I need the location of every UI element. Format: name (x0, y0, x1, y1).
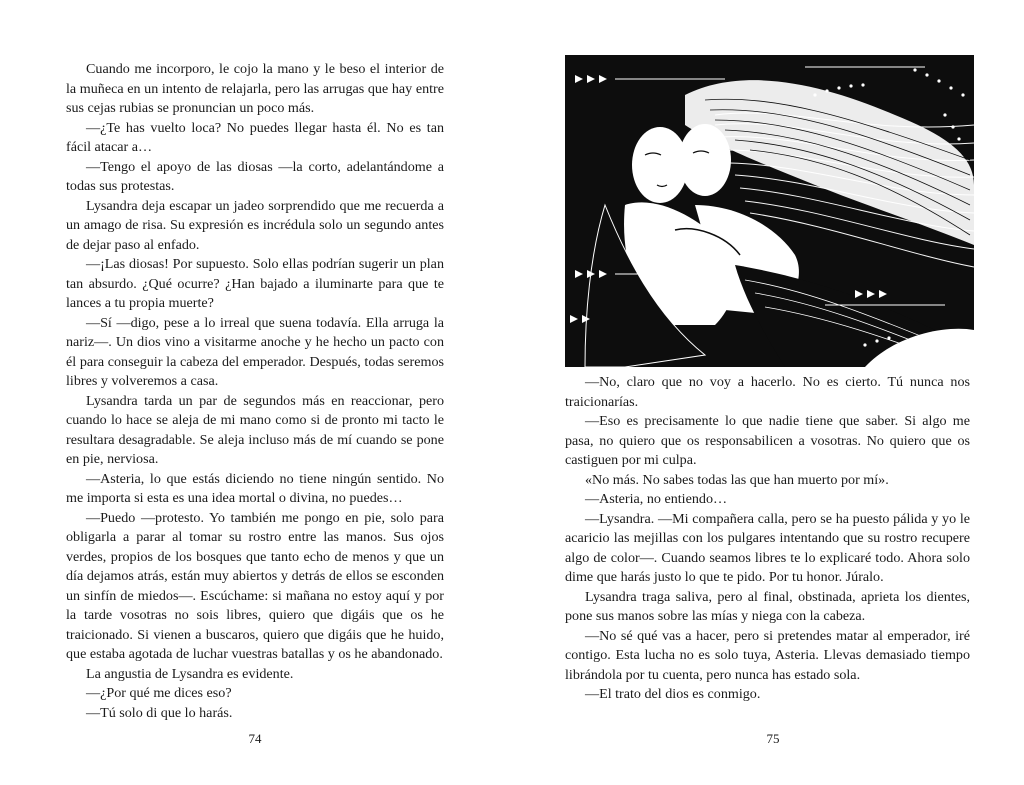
paragraph: —Tengo el apoyo de las diosas —la corto, adelantándome a todas sus protestas. (66, 158, 444, 194)
page-number: 74 (248, 731, 262, 746)
paragraph: —Puedo —protesto. Yo también me pongo en pie, solo para obligarla a parar al tomar su rostro entre las manos. Sus ojos verdes, propios de los bosques que tanto echo de menos y que un día dejamos atrás, están muy abiertos y detrás de ellos se esconden un sinfín de miedos—. Escúchame: si mañana no estoy aquí y por la tarde vosotras no sois libres, quiero que digáis que os he traicionado. Si vienen a buscaros, quiero que digáis que he huido, que estaba agotada de luchar vuestras batallas y os he abandonado. (66, 509, 444, 662)
paragraph: —¿Te has vuelto loca? No puedes llegar hasta él. No es tan fácil atacar a… (66, 119, 444, 155)
paragraph: —No, claro que no voy a hacerlo. No es cierto. Tú nunca nos traicionarías. (565, 374, 970, 410)
paragraph: Lysandra deja escapar un jadeo sorprendido que me recuerda a un amago de risa. Su expresión es incrédula solo un segundo antes de dejar paso al enfado. (66, 197, 444, 253)
paragraph: «No más. No sabes todas las que han muerto por mí». (585, 471, 889, 488)
right-page-text (565, 373, 970, 705)
paragraph: —Tú solo di que lo harás. (86, 704, 233, 721)
left-page-text (66, 60, 444, 723)
paragraph: La angustia de Lysandra es evidente. (86, 665, 294, 682)
paragraph: —Asteria, lo que estás diciendo no tiene ningún sentido. No me importa si esta es una idea mortal o divina, no puedes… (66, 470, 444, 506)
paragraph: —Asteria, no entiendo… (585, 491, 728, 507)
paragraph: —Lysandra. —Mi compañera calla, pero se ha puesto pálida y yo le acaricio las mejillas con los pulgares intentando que su rostro recupere algo de color—. Cuando seamos libres te lo explicaré todo. Ahora solo dime que harás justo lo que te pido. Por tu honor. Júralo. (565, 510, 970, 585)
paragraph: Lysandra tarda un par de segundos más en reaccionar, pero cuando lo hace se aleja de mi mano como si de pronto mi tacto le resultara desagradable. Se aleja incluso más de mí cuando se pone en pie, nerviosa. (66, 392, 444, 467)
paragraph: Lysandra traga saliva, pero al final, obstinada, aprieta los dientes, pone sus manos sobre las mías y niega con la cabeza. (565, 588, 970, 624)
paragraph: —Sí —digo, pese a lo irreal que suena todavía. Ella arruga la nariz—. Un dios vino a visitarme anoche y he hecho un pacto con él para conseguir la cabeza del emperador. Después, todas seremos libres y volveremos a casa. (66, 314, 444, 389)
paragraph: Cuando me incorporo, le cojo la mano y le beso el interior de la muñeca en un intento de relajarla, pero las arrugas que hay entre sus cejas rubias se pronuncian un poco más. (66, 61, 444, 116)
paragraph: —Eso es precisamente lo que nadie tiene que saber. Si algo me pasa, no quiero que os responsabilicen a vosotras. No quiero que os castiguen por mi culpa. (565, 413, 970, 468)
paragraph: —No sé qué vas a hacer, pero si pretendes matar al emperador, iré contigo. Esta lucha no es solo tuya, Asteria. Llevas demasiado tiempo librándola por tu cuenta, pero nunca has estado sola. (565, 627, 970, 683)
paragraph: —¿Por qué me dices eso? (86, 685, 232, 701)
paragraph: —El trato del dios es conmigo. (585, 686, 761, 702)
paragraph: —¡Las diosas! Por supuesto. Solo ellas podrían sugerir un plan tan absurdo. ¿Qué ocurre? ¿Han bajado a iluminarte para que te lances a tu propia muerte? (66, 256, 444, 311)
right-page (512, 0, 1024, 785)
page-number: 75 (766, 731, 780, 746)
illustration-two-women-embracing (565, 55, 974, 367)
